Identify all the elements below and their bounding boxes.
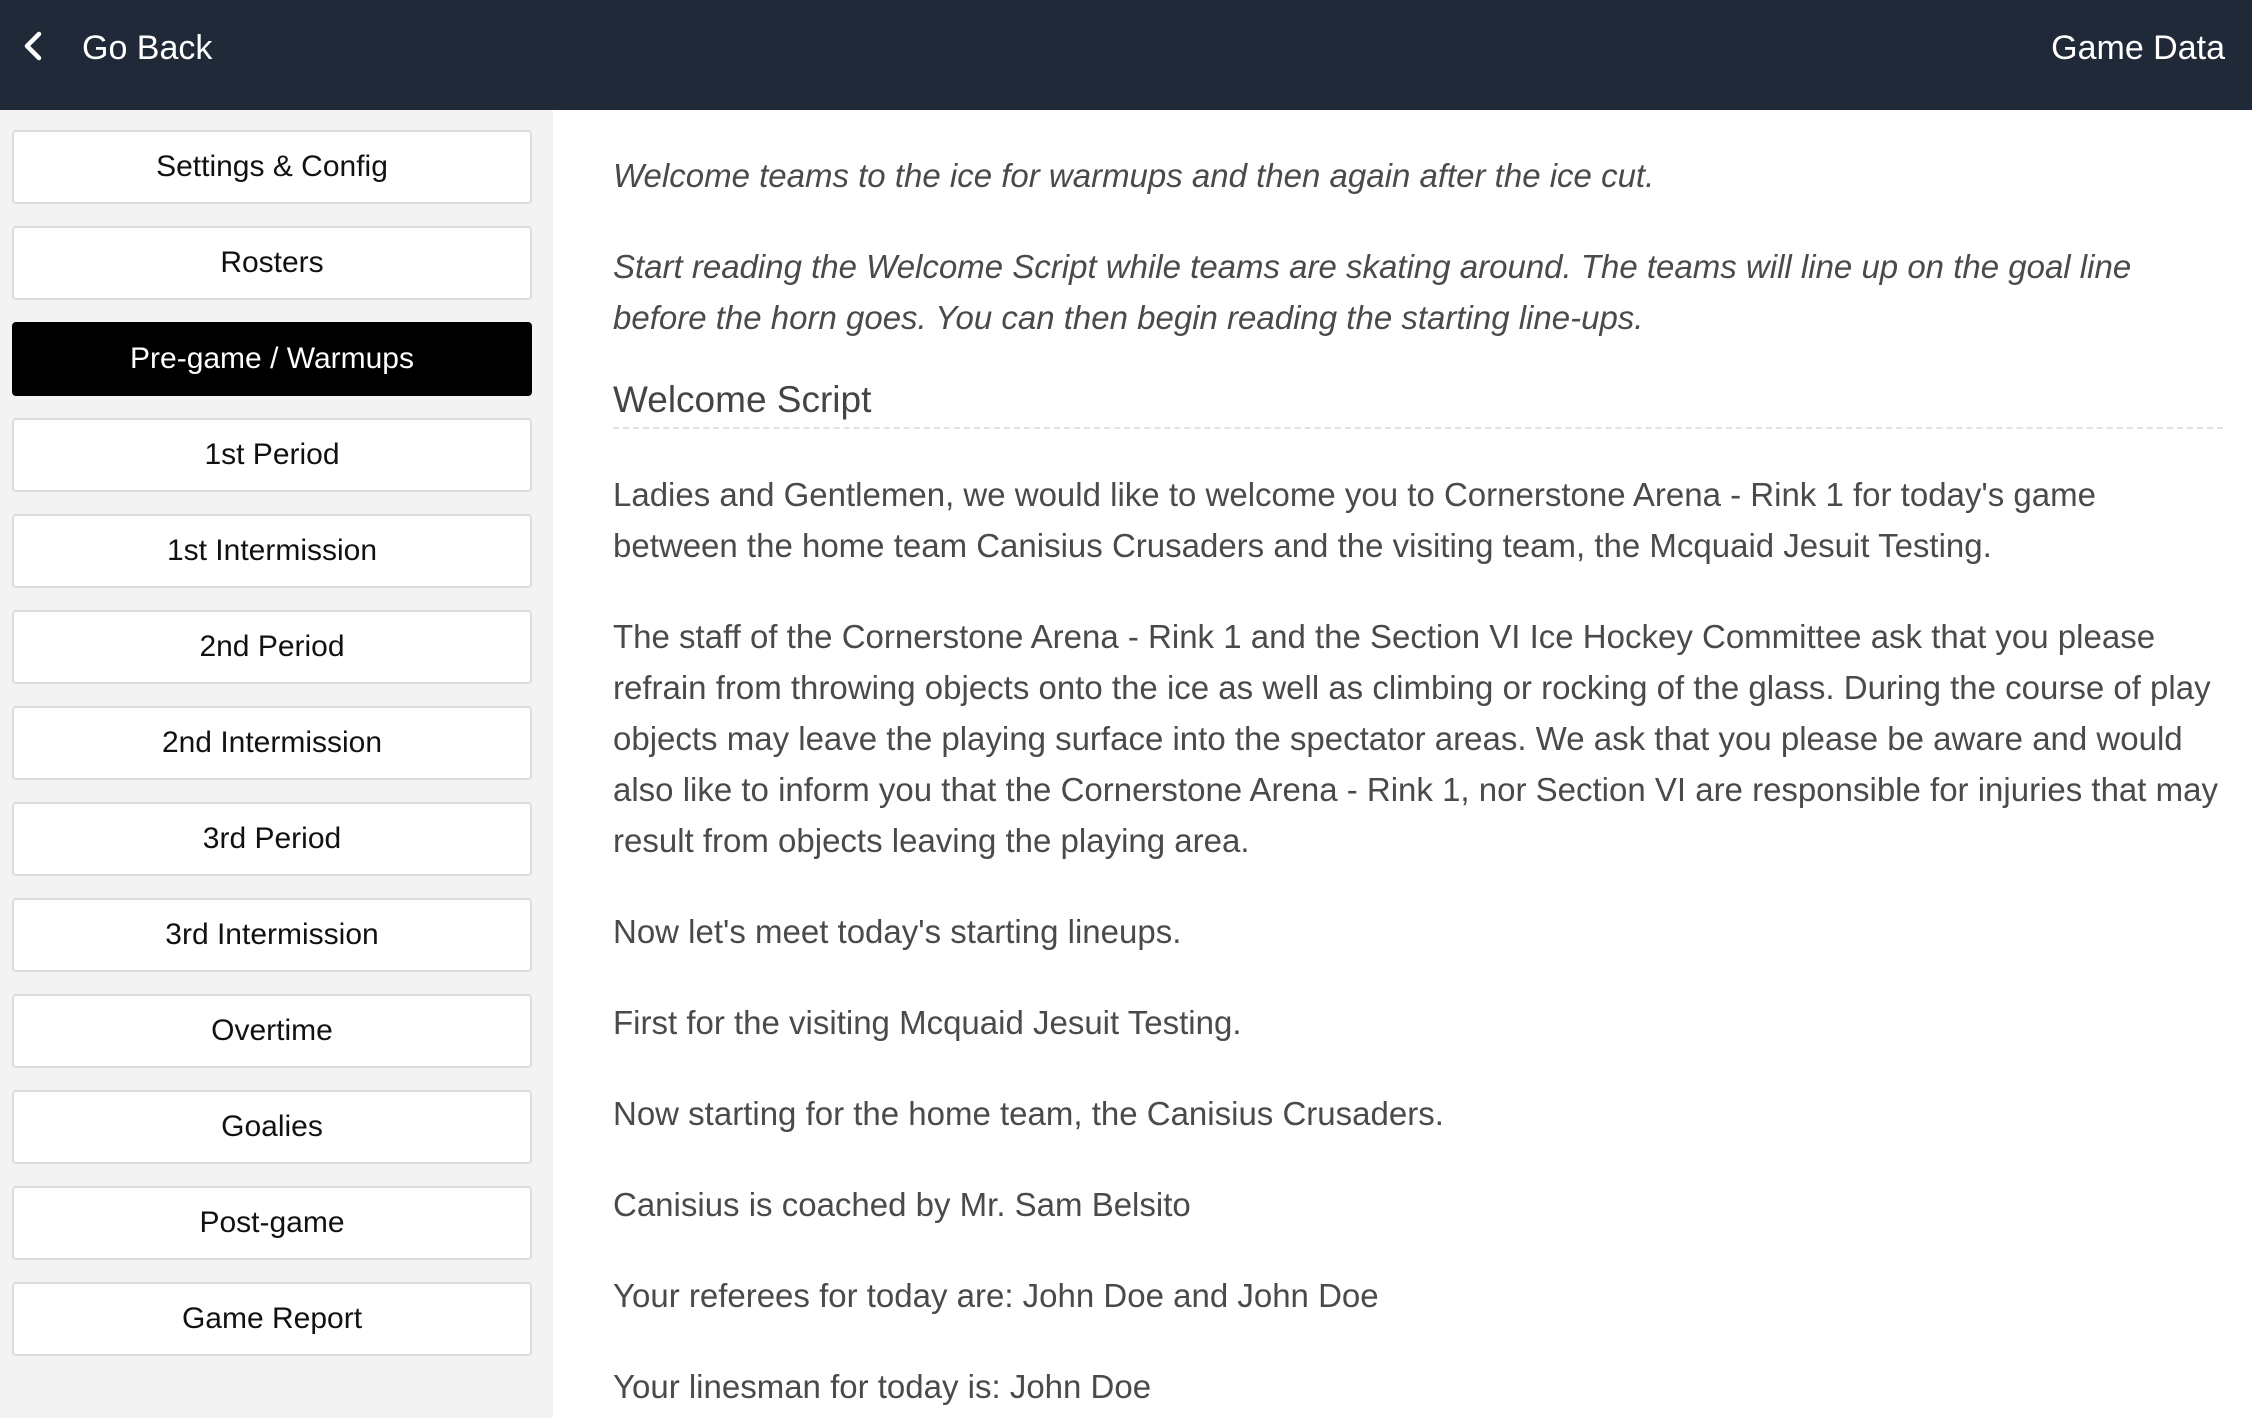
sidebar-item-goalies[interactable]: Goalies	[12, 1090, 532, 1164]
go-back-label: Go Back	[82, 28, 213, 67]
sidebar-item-game-report[interactable]: Game Report	[12, 1282, 532, 1356]
sidebar	[0, 110, 553, 1418]
instruction-text: Welcome teams to the ice for warmups and then again after the ice cut.	[613, 157, 1655, 194]
top-bar	[0, 0, 2252, 110]
sidebar-item-pregame-warmups[interactable]: Pre-game / Warmups	[12, 322, 532, 396]
sidebar-item-2nd-intermission[interactable]: 2nd Intermission	[12, 706, 532, 780]
sidebar-item-rosters[interactable]: Rosters	[12, 226, 532, 300]
page-title: Game Data	[2051, 28, 2225, 67]
script-paragraph: Now let's meet today's starting lineups.	[613, 913, 1182, 950]
sidebar-item-settings-config[interactable]: Settings & Config	[12, 130, 532, 204]
instruction-text: Start reading the Welcome Script while teams are skating around. The teams will line up on the goal line before the horn goes. You can then begin reading the starting line-ups.	[613, 248, 2132, 336]
main-content	[553, 110, 2252, 1418]
sidebar-item-post-game[interactable]: Post-game	[12, 1186, 532, 1260]
sidebar-item-3rd-period[interactable]: 3rd Period	[12, 802, 532, 876]
go-back-button[interactable]	[14, 0, 212, 96]
script-paragraph: Your referees for today are: John Doe and John Doe	[613, 1277, 1379, 1314]
sidebar-item-overtime[interactable]: Overtime	[12, 994, 532, 1068]
sidebar-item-1st-intermission[interactable]: 1st Intermission	[12, 514, 532, 588]
chevron-left-icon	[14, 26, 54, 71]
script-paragraph: Now starting for the home team, the Canisius Crusaders.	[613, 1095, 1444, 1132]
script-paragraph: Ladies and Gentlemen, we would like to welcome you to Cornerstone Arena - Rink 1 for today's game between the home team Canisius Crusaders and the visiting team, the Mcquaid Jesuit Testing.	[613, 476, 2096, 564]
script-paragraph: Canisius is coached by Mr. Sam Belsito	[613, 1186, 1191, 1223]
script-paragraph: First for the visiting Mcquaid Jesuit Testing.	[613, 1004, 1242, 1041]
section-title: Welcome Script	[613, 379, 2223, 429]
script-paragraph: The staff of the Cornerstone Arena - Rink 1 and the Section VI Ice Hockey Committee ask that you please refrain from throwing objects onto the ice as well as climbing or rocking of the glass. During the course of play objects may leave the playing surface into the spectator areas. We ask that you please be aware and would also like to inform you that the Cornerstone Arena - Rink 1, nor Section VI are responsible for injuries that may result from objects leaving the playing area.	[613, 618, 2218, 859]
script-paragraph: Your linesman for today is: John Doe	[613, 1368, 1152, 1405]
sidebar-item-1st-period[interactable]: 1st Period	[12, 418, 532, 492]
sidebar-item-3rd-intermission[interactable]: 3rd Intermission	[12, 898, 532, 972]
sidebar-item-2nd-period[interactable]: 2nd Period	[12, 610, 532, 684]
